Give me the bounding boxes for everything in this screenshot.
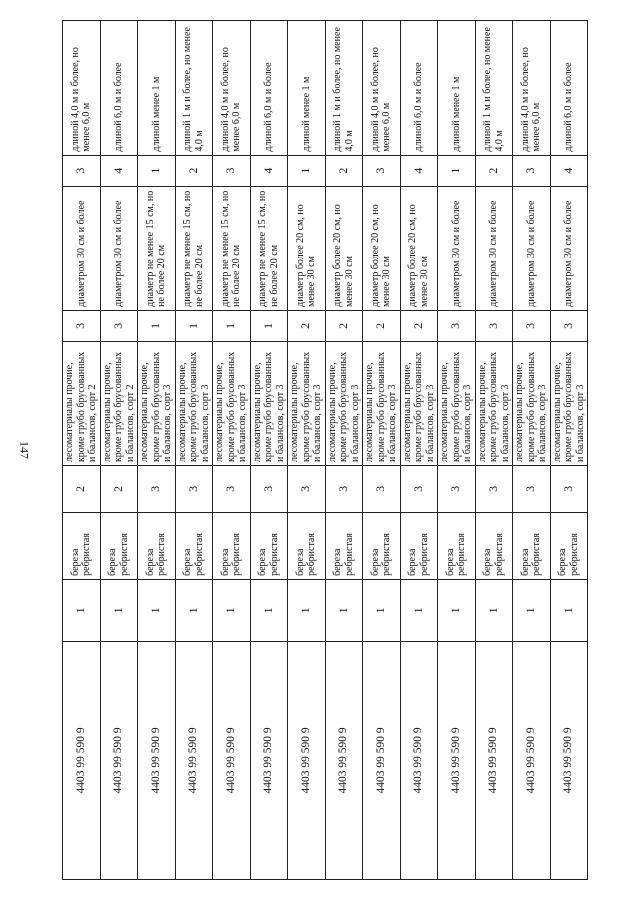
diameter-description-cell: диаметром 30 см и более [438,186,476,310]
table-row [250,21,288,880]
classification-table [62,20,588,880]
diameter-description-cell: диаметром 30 см и более [63,186,101,310]
species-cell: береза ребристая [138,512,176,579]
diameter-description-cell: диаметр не менее 15 см, но не более 20 см [175,186,213,310]
table-row [363,21,401,880]
grade-description-cell: лесоматериалы прочие, кроме грубо брусованных и балансов, сорт 3 [250,341,288,465]
length-number-cell: 3 [213,155,251,186]
grade-number-cell: 3 [400,466,438,513]
level-cell: 1 [63,579,101,641]
species-cell: береза ребристая [100,512,138,579]
table-row [100,21,138,880]
table-row [550,21,588,880]
species-cell: береза ребристая [363,512,401,579]
length-description-cell: длиной 1 м и более, но менее 4,0 м [175,21,213,156]
diameter-number-cell: 3 [63,310,101,341]
diameter-number-cell: 2 [400,310,438,341]
table-row [288,21,326,880]
length-number-cell: 3 [363,155,401,186]
diameter-description-cell: диаметром 30 см и более [475,186,513,310]
code-cell: 4403 99 590 9 [63,641,101,879]
diameter-description-cell: диаметром 30 см и более [100,186,138,310]
species-cell: береза ребристая [325,512,363,579]
level-cell: 1 [513,579,551,641]
table-body [63,21,588,880]
species-cell: береза ребристая [175,512,213,579]
length-description-cell: длиной менее 1 м [288,21,326,156]
species-cell: береза ребристая [288,512,326,579]
code-cell: 4403 99 590 9 [475,641,513,879]
diameter-number-cell: 3 [550,310,588,341]
length-number-cell: 3 [513,155,551,186]
grade-description-cell: лесоматериалы прочие, кроме грубо брусованных и балансов, сорт 2 [63,341,101,465]
grade-number-cell: 3 [438,466,476,513]
grade-description-cell: лесоматериалы прочие, кроме грубо брусованных и балансов, сорт 2 [100,341,138,465]
level-cell: 1 [550,579,588,641]
grade-description-cell: лесоматериалы прочие, кроме грубо брусованных и балансов, сорт 3 [288,341,326,465]
code-cell: 4403 99 590 9 [175,641,213,879]
diameter-description-cell: диаметром 30 см и более [513,186,551,310]
diameter-number-cell: 3 [475,310,513,341]
grade-description-cell: лесоматериалы прочие, кроме грубо брусованных и балансов, сорт 3 [325,341,363,465]
diameter-number-cell: 3 [438,310,476,341]
species-cell: береза ребристая [400,512,438,579]
grade-number-cell: 2 [100,466,138,513]
length-description-cell: длиной 4,0 м и более, но менее 6,0 м [363,21,401,156]
level-cell: 1 [175,579,213,641]
length-description-cell: длиной 4,0 м и более, но менее 6,0 м [513,21,551,156]
species-cell: береза ребристая [550,512,588,579]
table-row [63,21,101,880]
length-description-cell: длиной 6,0 м и более [100,21,138,156]
grade-number-cell: 3 [250,466,288,513]
level-cell: 1 [288,579,326,641]
code-cell: 4403 99 590 9 [400,641,438,879]
diameter-description-cell: диаметр более 20 см, но менее 30 см [288,186,326,310]
table-row [475,21,513,880]
length-number-cell: 4 [100,155,138,186]
diameter-description-cell: диаметр не менее 15 см, но не более 20 см [138,186,176,310]
length-description-cell: длиной 4,0 м и более, но менее 6,0 м [213,21,251,156]
length-description-cell: длиной 6,0 м и более [250,21,288,156]
grade-number-cell: 3 [138,466,176,513]
length-number-cell: 4 [550,155,588,186]
diameter-description-cell: диаметром 30 см и более [550,186,588,310]
species-cell: береза ребристая [438,512,476,579]
diameter-description-cell: диаметр более 20 см, но менее 30 см [325,186,363,310]
grade-description-cell: лесоматериалы прочие, кроме грубо брусованных и балансов, сорт 3 [513,341,551,465]
grade-number-cell: 3 [363,466,401,513]
code-cell: 4403 99 590 9 [250,641,288,879]
species-cell: береза ребристая [475,512,513,579]
length-number-cell: 4 [400,155,438,186]
table-row [400,21,438,880]
length-description-cell: длиной 6,0 м и более [400,21,438,156]
diameter-number-cell: 1 [175,310,213,341]
length-number-cell: 2 [325,155,363,186]
species-cell: береза ребристая [250,512,288,579]
code-cell: 4403 99 590 9 [138,641,176,879]
code-cell: 4403 99 590 9 [100,641,138,879]
code-cell: 4403 99 590 9 [288,641,326,879]
length-description-cell: длиной менее 1 м [138,21,176,156]
grade-description-cell: лесоматериалы прочие, кроме грубо брусованных и балансов, сорт 3 [363,341,401,465]
length-number-cell: 1 [288,155,326,186]
length-number-cell: 1 [438,155,476,186]
level-cell: 1 [475,579,513,641]
length-number-cell: 3 [63,155,101,186]
species-cell: береза ребристая [213,512,251,579]
diameter-number-cell: 1 [250,310,288,341]
classification-table-wrapper [62,20,586,880]
level-cell: 1 [138,579,176,641]
code-cell: 4403 99 590 9 [438,641,476,879]
diameter-description-cell: диаметр более 20 см, но менее 30 см [363,186,401,310]
table-row [213,21,251,880]
page-number: 147 [17,441,32,459]
diameter-number-cell: 3 [100,310,138,341]
diameter-number-cell: 3 [513,310,551,341]
diameter-description-cell: диаметр не менее 15 см, но не более 20 см [213,186,251,310]
grade-number-cell: 3 [475,466,513,513]
table-row [138,21,176,880]
length-description-cell: длиной менее 1 м [438,21,476,156]
diameter-number-cell: 2 [288,310,326,341]
level-cell: 1 [100,579,138,641]
code-cell: 4403 99 590 9 [213,641,251,879]
level-cell: 1 [363,579,401,641]
code-cell: 4403 99 590 9 [325,641,363,879]
level-cell: 1 [213,579,251,641]
length-description-cell: длиной 1 м и более, но менее 4,0 м [475,21,513,156]
diameter-description-cell: диаметр более 20 см, но менее 30 см [400,186,438,310]
table-row [438,21,476,880]
code-cell: 4403 99 590 9 [363,641,401,879]
length-description-cell: длиной 4,0 м и более, но менее 6,0 м [63,21,101,156]
grade-description-cell: лесоматериалы прочие, кроме грубо брусованных и балансов, сорт 3 [138,341,176,465]
grade-number-cell: 2 [63,466,101,513]
diameter-description-cell: диаметр не менее 15 см, но не более 20 см [250,186,288,310]
diameter-number-cell: 1 [213,310,251,341]
grade-number-cell: 3 [325,466,363,513]
grade-description-cell: лесоматериалы прочие, кроме грубо брусованных и балансов, сорт 3 [475,341,513,465]
length-number-cell: 2 [475,155,513,186]
level-cell: 1 [400,579,438,641]
species-cell: береза ребристая [63,512,101,579]
length-number-cell: 2 [175,155,213,186]
diameter-number-cell: 1 [138,310,176,341]
diameter-number-cell: 2 [363,310,401,341]
table-row [325,21,363,880]
grade-number-cell: 3 [213,466,251,513]
grade-number-cell: 3 [288,466,326,513]
table-row [175,21,213,880]
grade-number-cell: 3 [513,466,551,513]
species-cell: береза ребристая [513,512,551,579]
length-description-cell: длиной 6,0 м и более [550,21,588,156]
grade-description-cell: лесоматериалы прочие, кроме грубо брусованных и балансов, сорт 3 [175,341,213,465]
code-cell: 4403 99 590 9 [550,641,588,879]
grade-description-cell: лесоматериалы прочие, кроме грубо брусованных и балансов, сорт 3 [550,341,588,465]
grade-number-cell: 3 [550,466,588,513]
level-cell: 1 [438,579,476,641]
length-number-cell: 1 [138,155,176,186]
grade-description-cell: лесоматериалы прочие, кроме грубо брусованных и балансов, сорт 3 [213,341,251,465]
length-description-cell: длиной 1 м и более, но менее 4,0 м [325,21,363,156]
length-number-cell: 4 [250,155,288,186]
grade-description-cell: лесоматериалы прочие, кроме грубо брусованных и балансов, сорт 3 [438,341,476,465]
level-cell: 1 [250,579,288,641]
diameter-number-cell: 2 [325,310,363,341]
level-cell: 1 [325,579,363,641]
grade-number-cell: 3 [175,466,213,513]
code-cell: 4403 99 590 9 [513,641,551,879]
grade-description-cell: лесоматериалы прочие, кроме грубо брусованных и балансов, сорт 3 [400,341,438,465]
table-row [513,21,551,880]
